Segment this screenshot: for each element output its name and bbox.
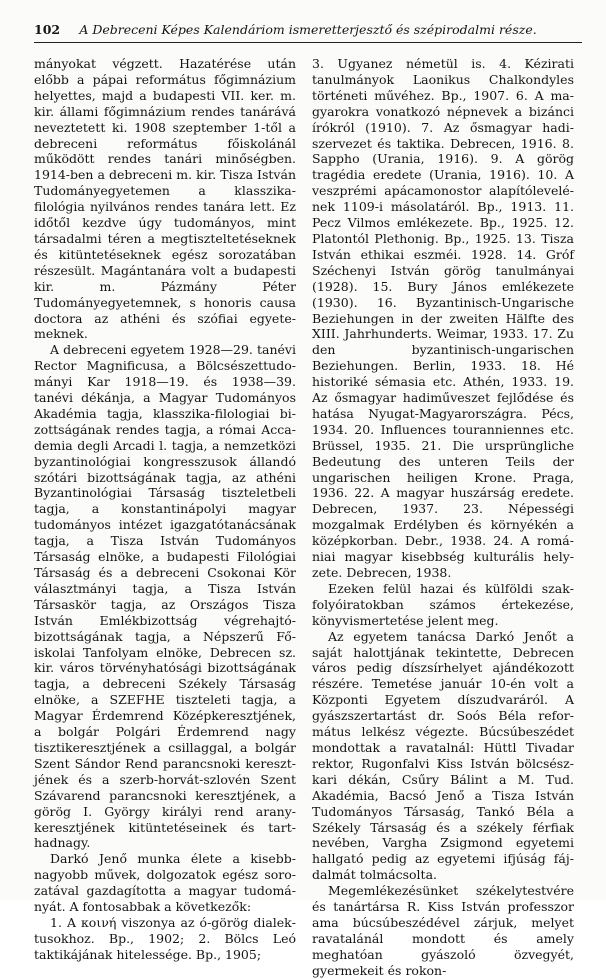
paragraph: A debreceni egyetem 1928—29. tanévi Rector Magnificusa, a Bölcsészettudományi Kar 1918—19. és 1938—39. tanévi dékánja, a Magyar Tudományos Akadémia tagja, klasszika-filologiai bizottságának rendes tagja, a római Accademia degli Arcadi l. tagja, a nemzetközi byzantinológiai kongresszusok állandó szótári bizottságának tagja, az athéni Byzantinológiai Társaság tiszteletbeli tagja, a konstantinápolyi magyar tudományos intézet igazgatótanácsának tagja, a Tisza István Tudományos Társaság elnöke, a budapesti Filológiai Társaság és a debreceni Csokonai Kör választmányi tagja, a Tisza István Társaskör tagja, az Országos Tisza István Emlékbizottság végrehajtóbizottságának tagja, a Népszerű Főiskolai Tanfolyam elnöke, Debrecen sz. kir. város törvényhatósági bizottságának tagja, a debreceni Székely Társaság elnöke, a SZEFHE tiszteleti tagja, a Magyar Érdemrend Középkeresztjének, a bolgár Polgári Érdemrend nagy tisztikeresztjének a csillaggal, a bolgár Szent Sándor Rend parancsnoki keresztjének és a szerb-horvát-szlovén Szent Szávarend parancsnoki keresztjének, a görög I. György királyi rend aranykeresztjének kitüntetéseinek és tarthadnagy. <box>34 342 296 851</box>
left-column <box>34 56 296 962</box>
right-column <box>312 56 574 978</box>
works-list-item: 1. A κοινή viszonya az ó-görög dialektusokhoz. Bp., 1902; 2. Bölcs Leó taktikájának hitelessége. Bp., 1905; <box>34 914 296 962</box>
page-header <box>34 22 582 42</box>
paragraph: Darkó Jenő munka élete a kisebbnagyobb művek, dolgozatok egész sorozatával gazdagította a magyar tudományát. A fontosabbak a következők: <box>34 851 296 915</box>
running-head: A Debreceni Képes Kalendáriom ismeretterjesztő és szépirodalmi része. <box>79 22 537 37</box>
paragraph: Megemlékezésünket székelytestvére és tanártársa R. Kiss István professzor ama búcsúbeszédével zárjuk, melyet ravatalánál mondott és amely meghatóan gyászoló özvegyét, gyermekeit és rokon- <box>312 883 574 978</box>
paragraph: Ezeken felül hazai és külföldi szakfolyóiratokban számos értekezése, könyvismertetése jelent meg. <box>312 580 574 628</box>
page-number: 102 <box>34 22 61 37</box>
works-list: 3. Ugyanez németül is. 4. Kézirati tanulmányok Laonikus Chalkondyles történeti művéhez. Bp., 1907. 6. A magyarokra vonatkozó népnevek a bizánci írókról (1910). 7. Az ősmagyar hadiszervezet és taktika. Debrecen, 1916. 8. Sappho (Urania, 1916). 9. A görög tragédia eredete (Urania, 1916). 10. A veszprémi apácamonostor alapítólevelének 1109-i másolatáról. Bp., 1913. 11. Pecz Vilmos emlékezete. Bp., 1925. 12. Platontól Plethonig. Bp., 1925. 13. Tisza István ethikai eszméi. 1928. 14. Gróf Széchenyi István görög tanulmányai (1928). 15. Bury János emlékezete (1930). 16. Byzantinisch-Ungarische Beziehungen in der zweiten Hälfte des XIII. Jahrhunderts. Weimar, 1933. 17. Zu den byzantinisch-ungarischen Beziehungen. Berlin, 1933. 18. Hé historiké sémasia etc. Athén, 1933. 19. Az ősmagyar hadiműveszet fejlődése és hatása Nyugat-Magyarországra. Pécs, 1934. 20. Influences touranniennes etc. Brüssel, 1935. 21. Die ursprüngliche Bedeutung des unteren Teils der ungarischen heiligen Krone. Praga, 1936. 22. A magyar huszárság eredete. Debrecen, 1937. 23. Népességi mozgalmak Erdélyben és környékén a középkorban. Debr., 1938. 24. A romániai magyar kisebbség kulturális helyzete. Debrecen, 1938. <box>312 56 574 580</box>
header-rule <box>34 42 582 43</box>
paragraph: mányokat végzett. Hazatérése után előbb a pápai református főgimnázium helyettes, majd a budapesti VII. ker. m. kir. állami főgimnázium rendes tanárává neveztetett ki. 1908 szeptember 1-től a debreceni református főiskolánál működött rendes tanári minőségben. 1914-ben a debreceni m. kir. Tisza István Tudományegyetemen a klasszika-filológia nyilvános rendes tanára lett. Ez időtől kezdve úgy tudományos, mint társadalmi téren a megtiszteltetéseknek és kitüntetéseknek egész sorozatában részesült. Magántanára volt a budapesti kir. m. Pázmány Péter Tudományegyetemnek, s honoris causa doctora az athéni és szófiai egyetemeknek. <box>34 56 296 342</box>
paragraph: Az egyetem tanácsa Darkó Jenőt a saját halottjának tekintette, Debrecen város pedig díszsírhelyet ajándékozott részére. Temetése január 10-én volt a Központi Egyetem díszudvaráról. A gyászszertartást dr. Soós Béla református lelkész végezte. Búcsúbeszédet mondottak a ravatalnál: Hüttl Tivadar rektor, Rugonfalvi Kiss István bölcsészkari dékán, Csűry Bálint a M. Tud. Akadémia, Bacsó Jenő a Tisza István Tudományos Társaság, Tankó Béla a Székely Társaság és a székely férfiak nevében, Vargha Zsigmond egyetemi hallgató pedig az egyetemi ifjúság fájdalmát tolmácsolta. <box>312 628 574 883</box>
